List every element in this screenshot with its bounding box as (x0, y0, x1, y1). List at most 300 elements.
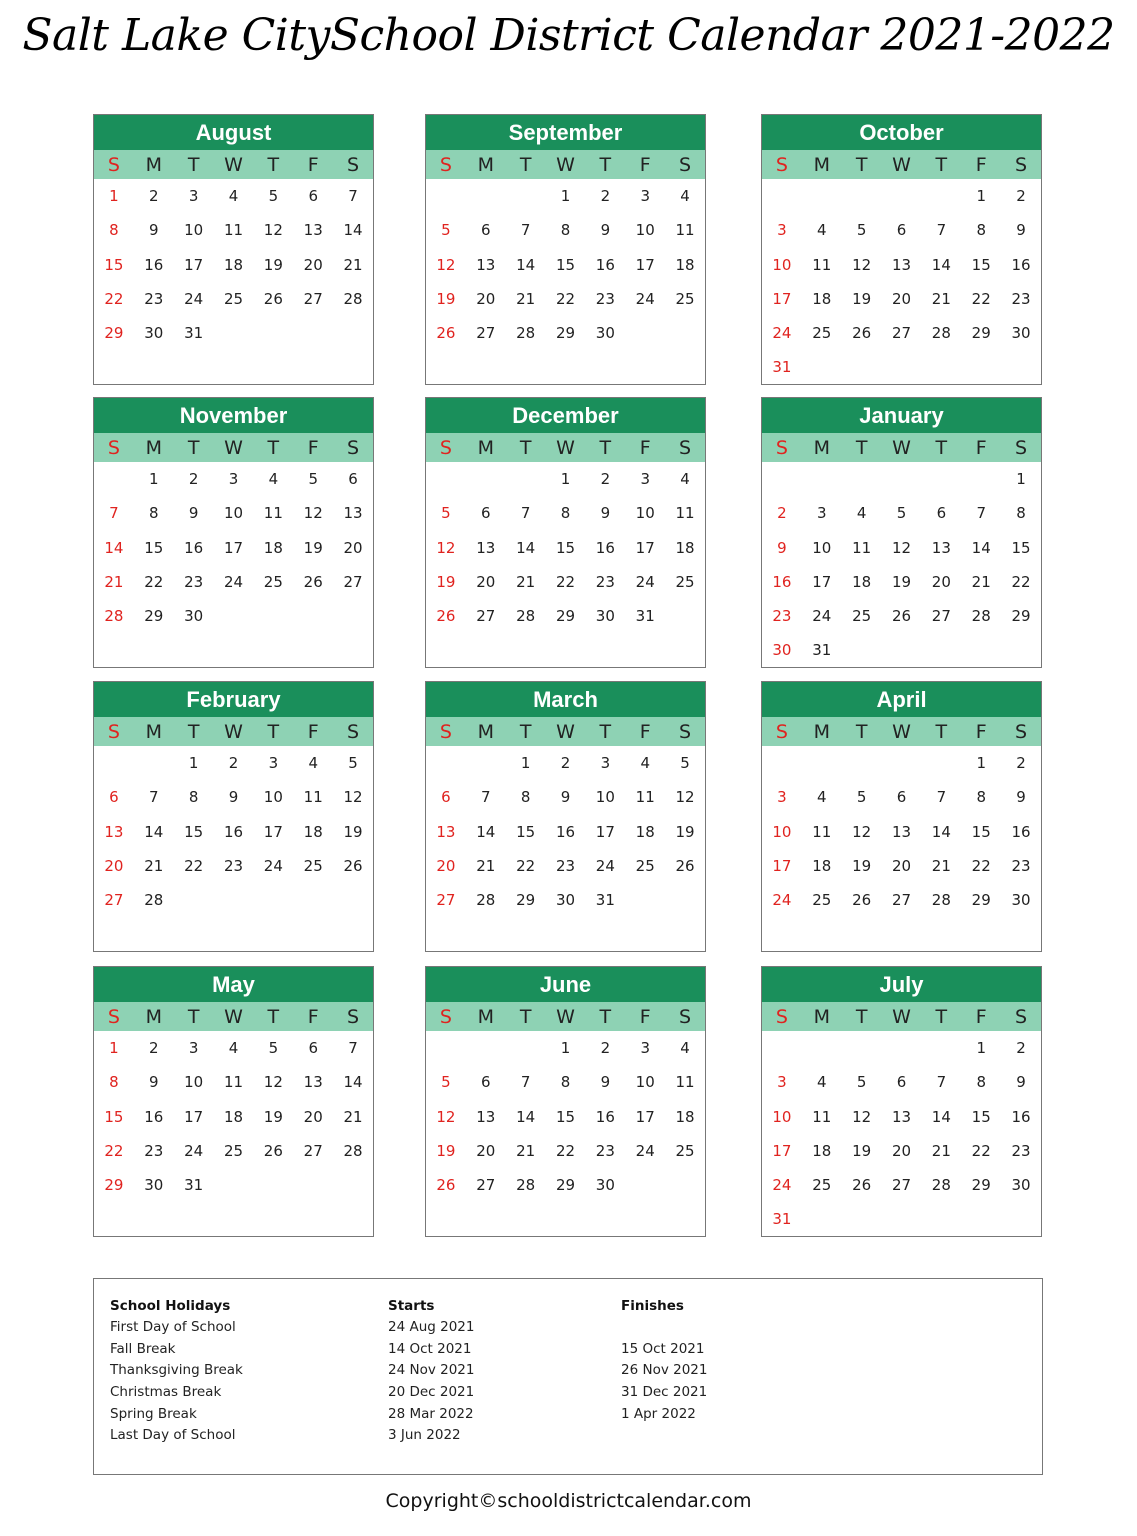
day-cell: 4 (308, 754, 318, 772)
day-cell: 19 (436, 289, 456, 308)
day-cell: 1 (1016, 470, 1026, 488)
day-cell: 18 (223, 255, 244, 274)
weekday-label: T (267, 436, 280, 459)
day-cell: 5 (856, 1073, 867, 1092)
day-cell: 5 (441, 221, 451, 240)
day-cell: 11 (852, 538, 872, 557)
day-cell: 17 (184, 255, 204, 274)
day-cell: 23 (1011, 1141, 1031, 1160)
day-cell: 12 (263, 221, 283, 240)
holiday-cell: Spring Break (110, 1405, 197, 1422)
day-cell: 31 (812, 641, 832, 660)
weekday-label: F (975, 1005, 987, 1028)
weekday-label: S (347, 436, 360, 459)
day-cell: 19 (263, 255, 283, 274)
day-cell: 1 (109, 1039, 119, 1057)
day-cell: 6 (348, 470, 358, 488)
day-cell: 11 (812, 822, 832, 841)
day-cell: 14 (476, 822, 496, 841)
empty-day-cell (134, 746, 174, 780)
day-grid (426, 746, 705, 917)
weekday-label: T (519, 153, 532, 176)
day-cell: 19 (436, 572, 456, 591)
day-cell: 28 (971, 607, 991, 626)
month-july (761, 966, 1042, 1237)
empty-day-cell (762, 179, 802, 213)
day-cell: 4 (817, 221, 827, 240)
day-cell: 14 (931, 255, 951, 274)
starts-cell: 28 Mar 2022 (388, 1405, 474, 1422)
day-cell: 20 (303, 255, 323, 274)
day-cell: 10 (772, 1107, 792, 1126)
weekday-label: T (187, 436, 200, 459)
weekday-label: T (267, 153, 280, 176)
weekday-header (426, 433, 705, 462)
holiday-name-column (110, 1295, 243, 1447)
weekday-label: T (187, 720, 200, 743)
day-cell: 26 (436, 324, 456, 343)
day-cell: 18 (223, 1107, 244, 1126)
finishes-cell (621, 1317, 707, 1339)
weekday-label: T (187, 1005, 200, 1028)
day-cell: 8 (976, 221, 986, 240)
empty-day-cell (882, 179, 922, 213)
day-cell: 26 (263, 289, 283, 308)
day-grid (762, 179, 1041, 385)
day-cell: 20 (303, 1107, 323, 1126)
day-cell: 2 (149, 1039, 159, 1057)
day-cell: 19 (852, 289, 872, 308)
day-cell: 6 (896, 221, 907, 240)
day-cell: 14 (516, 1107, 536, 1126)
finishes-cell (621, 1425, 707, 1447)
day-cell: 4 (680, 470, 690, 488)
month-name: September (426, 115, 705, 150)
day-cell: 28 (343, 1141, 363, 1160)
empty-day-cell (882, 746, 922, 780)
weekday-label: F (975, 153, 987, 176)
day-grid (94, 746, 373, 917)
day-cell: 25 (812, 324, 832, 343)
day-cell: 7 (936, 1073, 947, 1092)
day-cell: 23 (184, 572, 204, 591)
day-cell: 16 (184, 538, 204, 557)
month-name: July (762, 967, 1041, 1002)
day-cell: 13 (476, 538, 496, 557)
day-cell: 7 (109, 504, 119, 523)
empty-day-cell (802, 746, 842, 780)
day-cell: 10 (263, 788, 283, 807)
day-cell: 20 (891, 856, 912, 875)
weekday-label: S (347, 720, 360, 743)
weekday-header (762, 150, 1041, 179)
day-cell: 2 (1016, 187, 1026, 205)
empty-day-cell (466, 179, 506, 213)
month-name: January (762, 398, 1041, 433)
day-cell: 16 (555, 822, 576, 841)
day-cell: 23 (555, 856, 576, 875)
weekday-label: S (679, 1005, 692, 1028)
day-cell: 26 (852, 324, 872, 343)
day-cell: 18 (812, 856, 832, 875)
day-cell: 19 (343, 822, 363, 841)
day-cell: 15 (104, 255, 124, 274)
weekday-header (762, 717, 1041, 746)
month-august (93, 114, 374, 385)
weekday-label: F (639, 153, 651, 176)
day-cell: 14 (343, 221, 363, 240)
empty-day-cell (921, 179, 961, 213)
weekday-label: T (935, 720, 948, 743)
day-cell: 30 (144, 1176, 164, 1195)
day-cell: 11 (812, 1107, 832, 1126)
day-cell: 30 (1011, 1176, 1031, 1195)
day-grid (426, 1031, 705, 1202)
day-cell: 9 (188, 504, 199, 523)
day-cell: 8 (520, 788, 531, 807)
weekday-label: W (892, 153, 911, 176)
day-cell: 24 (772, 1176, 792, 1195)
weekday-label: F (975, 720, 987, 743)
day-cell: 27 (891, 1176, 912, 1195)
day-cell: 30 (184, 607, 204, 626)
holiday-cell: Thanksgiving Break (110, 1362, 243, 1379)
day-cell: 25 (223, 1141, 244, 1160)
day-cell: 7 (520, 504, 531, 523)
day-cell: 29 (971, 324, 991, 343)
day-cell: 29 (104, 1176, 124, 1195)
day-cell: 30 (555, 891, 576, 910)
empty-day-cell (466, 1031, 506, 1065)
day-cell: 24 (595, 856, 615, 875)
day-cell: 5 (268, 1039, 279, 1057)
month-name: March (426, 682, 705, 717)
weekday-header (94, 433, 373, 462)
day-cell: 18 (303, 822, 323, 841)
day-cell: 14 (104, 538, 124, 557)
day-cell: 8 (149, 504, 159, 523)
weekday-label: M (145, 153, 162, 176)
day-cell: 28 (931, 324, 951, 343)
day-cell: 8 (560, 221, 571, 240)
day-cell: 1 (976, 1039, 986, 1057)
weekday-header (426, 717, 705, 746)
day-cell: 8 (560, 1073, 571, 1092)
day-cell: 21 (971, 572, 991, 591)
day-grid (426, 462, 705, 633)
day-cell: 27 (303, 289, 323, 308)
holiday-column-header: School Holidays (110, 1298, 231, 1314)
day-cell: 24 (223, 572, 244, 591)
month-september (425, 114, 706, 385)
day-cell: 10 (635, 1073, 655, 1092)
day-cell: 15 (971, 822, 991, 841)
day-cell: 21 (931, 856, 951, 875)
day-cell: 4 (680, 187, 690, 205)
day-cell: 16 (772, 572, 792, 591)
day-cell: 5 (348, 754, 358, 772)
weekday-label: M (813, 153, 830, 176)
day-cell: 6 (896, 788, 907, 807)
weekday-label: S (1015, 436, 1028, 459)
day-cell: 25 (635, 856, 655, 875)
day-cell: 1 (976, 187, 986, 205)
day-cell: 25 (812, 1176, 832, 1195)
empty-day-cell (466, 746, 506, 780)
holiday-cell: Christmas Break (110, 1384, 222, 1401)
weekday-label: S (107, 1005, 120, 1028)
day-cell: 22 (971, 289, 991, 308)
day-grid (762, 462, 1041, 668)
day-cell: 2 (600, 470, 611, 488)
day-cell: 12 (263, 1073, 283, 1092)
month-name: November (94, 398, 373, 433)
weekday-label: T (855, 436, 868, 459)
day-cell: 25 (303, 856, 323, 875)
day-cell: 25 (852, 607, 872, 626)
day-cell: 23 (1011, 289, 1031, 308)
empty-day-cell (802, 462, 842, 496)
day-cell: 26 (436, 1176, 456, 1195)
finishes-cell: 15 Oct 2021 (621, 1340, 705, 1357)
day-cell: 3 (600, 754, 611, 772)
weekday-label: T (599, 436, 612, 459)
day-cell: 17 (223, 538, 244, 557)
finishes-cell: 31 Dec 2021 (621, 1384, 708, 1401)
month-name: May (94, 967, 373, 1002)
day-cell: 30 (595, 1176, 615, 1195)
day-cell: 30 (595, 324, 615, 343)
empty-day-cell (921, 462, 961, 496)
empty-day-cell (802, 179, 842, 213)
day-cell: 26 (852, 1176, 872, 1195)
day-cell: 26 (436, 607, 456, 626)
month-march (425, 681, 706, 952)
day-cell: 25 (675, 572, 695, 591)
weekday-label: S (439, 720, 452, 743)
weekday-label: M (145, 720, 162, 743)
day-cell: 24 (812, 607, 832, 626)
empty-day-cell (882, 462, 922, 496)
day-cell: 7 (149, 788, 159, 807)
day-cell: 19 (303, 538, 323, 557)
starts-cell: 3 Jun 2022 (388, 1427, 461, 1444)
day-cell: 6 (308, 1039, 318, 1057)
weekday-label: M (477, 153, 494, 176)
finishes-column-header: Finishes (621, 1298, 684, 1314)
day-cell: 24 (772, 891, 792, 910)
day-grid (94, 1031, 373, 1202)
weekday-label: F (307, 720, 319, 743)
day-cell: 2 (188, 470, 199, 488)
day-cell: 31 (772, 358, 792, 377)
empty-day-cell (842, 746, 882, 780)
weekday-label: F (639, 436, 651, 459)
day-cell: 7 (936, 221, 947, 240)
day-cell: 27 (891, 324, 912, 343)
weekday-label: T (855, 1005, 868, 1028)
day-cell: 14 (144, 822, 164, 841)
finishes-cell: 26 Nov 2021 (621, 1362, 708, 1379)
day-cell: 20 (476, 1141, 496, 1160)
day-cell: 20 (931, 572, 951, 591)
weekday-label: T (599, 1005, 612, 1028)
weekday-label: W (224, 720, 243, 743)
day-cell: 6 (441, 788, 451, 807)
day-cell: 20 (891, 1141, 912, 1160)
day-cell: 23 (595, 1141, 615, 1160)
day-cell: 12 (303, 504, 323, 523)
weekday-label: W (224, 1005, 243, 1028)
day-cell: 17 (263, 822, 283, 841)
month-name: October (762, 115, 1041, 150)
day-cell: 16 (1011, 255, 1031, 274)
day-cell: 7 (936, 788, 947, 807)
day-cell: 22 (516, 856, 536, 875)
month-name: April (762, 682, 1041, 717)
day-cell: 8 (976, 788, 986, 807)
day-cell: 9 (600, 1073, 611, 1092)
day-cell: 9 (560, 788, 571, 807)
day-cell: 28 (476, 891, 496, 910)
day-cell: 25 (675, 289, 695, 308)
day-cell: 22 (104, 289, 124, 308)
day-cell: 24 (635, 289, 655, 308)
day-cell: 11 (263, 504, 283, 523)
weekday-label: M (145, 436, 162, 459)
day-cell: 12 (852, 255, 872, 274)
weekday-header (426, 1002, 705, 1031)
weekday-label: W (224, 436, 243, 459)
day-cell: 8 (188, 788, 199, 807)
day-cell: 19 (263, 1107, 283, 1126)
starts-cell: 20 Dec 2021 (388, 1384, 475, 1401)
day-cell: 15 (104, 1107, 124, 1126)
day-grid (762, 746, 1041, 917)
finishes-column (621, 1295, 707, 1447)
day-cell: 28 (144, 891, 164, 910)
day-cell: 29 (104, 324, 124, 343)
day-cell: 12 (852, 822, 872, 841)
weekday-label: S (775, 1005, 788, 1028)
empty-day-cell (506, 179, 546, 213)
day-cell: 17 (772, 856, 792, 875)
starts-column-header: Starts (388, 1298, 435, 1314)
empty-day-cell (94, 746, 134, 780)
day-cell: 6 (308, 187, 318, 205)
day-cell: 17 (812, 572, 832, 591)
day-cell: 23 (144, 289, 164, 308)
day-cell: 13 (931, 538, 951, 557)
day-cell: 14 (516, 255, 536, 274)
day-cell: 15 (555, 255, 576, 274)
day-cell: 13 (891, 255, 912, 274)
day-cell: 4 (640, 754, 650, 772)
day-cell: 24 (772, 324, 792, 343)
day-cell: 5 (268, 187, 279, 205)
weekday-label: T (519, 720, 532, 743)
weekday-label: T (519, 1005, 532, 1028)
day-cell: 28 (104, 607, 124, 626)
empty-day-cell (762, 1031, 802, 1065)
month-february (93, 681, 374, 952)
day-cell: 27 (343, 572, 363, 591)
weekday-label: W (556, 153, 575, 176)
day-cell: 3 (777, 221, 787, 240)
day-cell: 3 (777, 1073, 787, 1092)
day-cell: 13 (436, 822, 456, 841)
day-cell: 8 (976, 1073, 986, 1092)
day-cell: 27 (476, 607, 496, 626)
day-cell: 3 (817, 504, 827, 523)
day-cell: 9 (149, 1073, 159, 1092)
weekday-label: S (347, 1005, 360, 1028)
day-cell: 4 (680, 1039, 690, 1057)
weekday-label: S (1015, 720, 1028, 743)
day-cell: 15 (971, 255, 991, 274)
day-cell: 27 (476, 1176, 496, 1195)
day-cell: 28 (516, 607, 536, 626)
day-cell: 12 (891, 538, 912, 557)
day-cell: 2 (1016, 754, 1026, 772)
day-cell: 27 (104, 891, 124, 910)
month-may (93, 966, 374, 1237)
day-cell: 4 (228, 187, 239, 205)
empty-day-cell (961, 462, 1001, 496)
day-cell: 5 (441, 504, 451, 523)
day-cell: 10 (772, 822, 792, 841)
day-cell: 18 (263, 538, 283, 557)
day-cell: 5 (856, 221, 867, 240)
day-cell: 21 (104, 572, 124, 591)
weekday-label: W (224, 153, 243, 176)
day-cell: 24 (184, 289, 204, 308)
day-cell: 6 (481, 221, 491, 240)
month-name: December (426, 398, 705, 433)
day-cell: 29 (971, 1176, 991, 1195)
copyright-text: Copyright©schooldistrictcalendar.com (385, 1490, 752, 1512)
weekday-label: S (107, 153, 120, 176)
day-cell: 16 (144, 1107, 164, 1126)
empty-day-cell (842, 462, 882, 496)
weekday-label: W (556, 436, 575, 459)
weekday-label: F (307, 436, 319, 459)
month-name: August (94, 115, 373, 150)
weekday-label: T (599, 720, 612, 743)
day-cell: 16 (595, 538, 615, 557)
day-cell: 15 (144, 538, 164, 557)
day-cell: 13 (891, 822, 912, 841)
day-cell: 15 (555, 1107, 576, 1126)
weekday-label: S (439, 1005, 452, 1028)
day-cell: 3 (640, 470, 650, 488)
day-cell: 21 (516, 1141, 536, 1160)
day-cell: 31 (635, 607, 655, 626)
day-cell: 22 (184, 856, 204, 875)
weekday-header (94, 150, 373, 179)
weekday-label: S (439, 436, 452, 459)
day-cell: 10 (772, 255, 792, 274)
weekday-header (94, 717, 373, 746)
day-cell: 2 (228, 754, 239, 772)
day-cell: 1 (560, 1039, 571, 1057)
day-cell: 2 (600, 187, 611, 205)
empty-day-cell (921, 1031, 961, 1065)
day-cell: 11 (675, 504, 695, 523)
weekday-label: M (813, 720, 830, 743)
day-cell: 18 (812, 1141, 832, 1160)
weekday-label: W (892, 436, 911, 459)
